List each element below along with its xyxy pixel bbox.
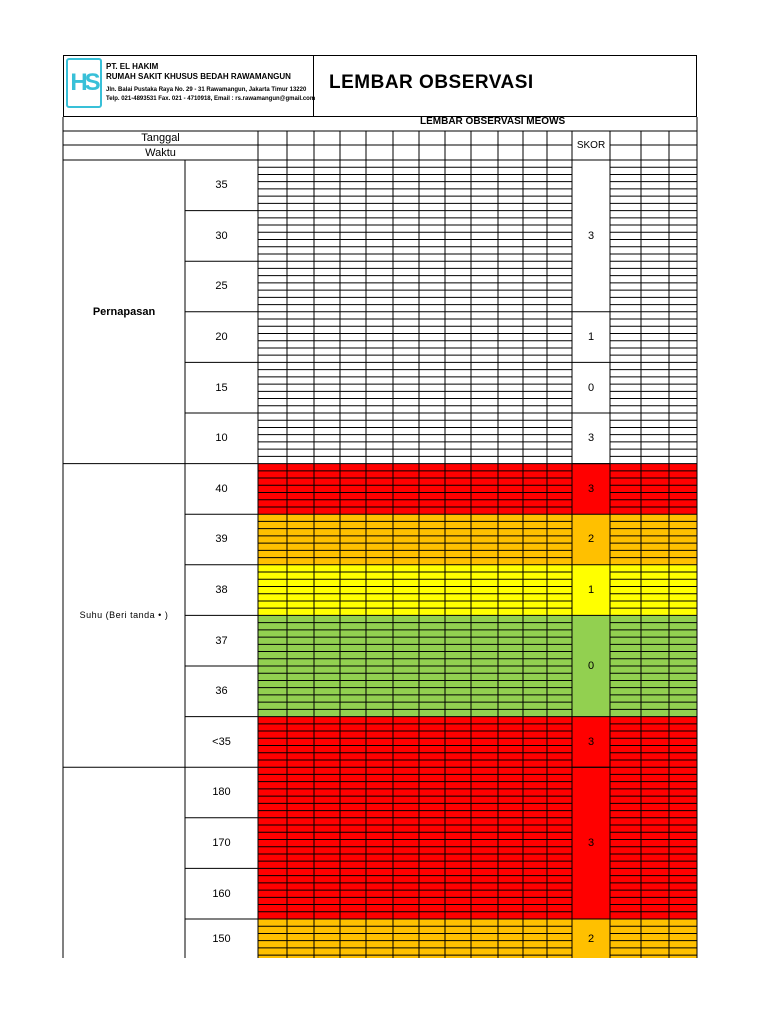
page-subtitle: LEMBAR OBSERVASI MEOWS	[420, 116, 566, 127]
score-value-1-4: 3	[587, 735, 595, 748]
address-line-1: Jln. Balai Pustaka Raya No. 29 - 31 Rawamangun, Jakarta Timur 13220	[106, 87, 307, 93]
value-label-2-3: 150	[212, 932, 231, 945]
waktu-label: Waktu	[145, 146, 176, 159]
score-value-0-3: 3	[587, 432, 595, 445]
value-label-0-2: 25	[215, 280, 228, 293]
value-label-1-2: 38	[215, 584, 228, 597]
score-value-1-0: 3	[587, 482, 595, 495]
section-label-1: Suhu (Beri tanda • )	[79, 610, 169, 621]
value-label-2-0: 180	[212, 786, 231, 799]
score-value-2-1: 2	[587, 932, 595, 945]
score-value-0-2: 0	[587, 381, 595, 394]
section-label-0: Pernapasan	[92, 305, 156, 318]
value-label-0-0: 35	[215, 179, 228, 192]
company-line-2: RUMAH SAKIT KHUSUS BEDAH RAWAMANGUN	[106, 72, 291, 81]
score-value-0-0: 3	[587, 229, 595, 242]
address-line-2: Telp. 021-4893531 Fax. 021 - 4710918, Email : rs.rawamangun@gmail.com	[106, 96, 316, 102]
value-label-1-0: 40	[215, 482, 228, 495]
value-label-1-5: <35	[212, 735, 231, 748]
page-title: LEMBAR OBSERVASI	[329, 72, 534, 93]
company-line-1: PT. EL HAKIM	[106, 62, 159, 71]
value-label-2-2: 160	[212, 887, 231, 900]
score-value-1-3: 0	[587, 659, 595, 672]
score-value-0-1: 1	[587, 331, 595, 344]
value-label-0-3: 20	[215, 331, 228, 344]
value-label-0-4: 15	[215, 381, 228, 394]
logo-text: HS	[70, 69, 98, 96]
skor-label: SKOR	[576, 140, 606, 151]
tanggal-label: Tanggal	[141, 132, 180, 144]
value-label-0-5: 10	[215, 432, 228, 445]
score-value-2-0: 3	[587, 837, 595, 850]
value-label-0-1: 30	[215, 229, 228, 242]
value-label-1-3: 37	[215, 634, 228, 647]
value-label-1-1: 39	[215, 533, 228, 546]
score-value-1-1: 2	[587, 533, 595, 546]
score-value-1-2: 1	[587, 584, 595, 597]
value-label-1-4: 36	[215, 685, 228, 698]
band-fill-2-3	[258, 919, 572, 958]
value-label-2-1: 170	[212, 837, 231, 850]
band-fill-right-2-3	[610, 919, 697, 958]
